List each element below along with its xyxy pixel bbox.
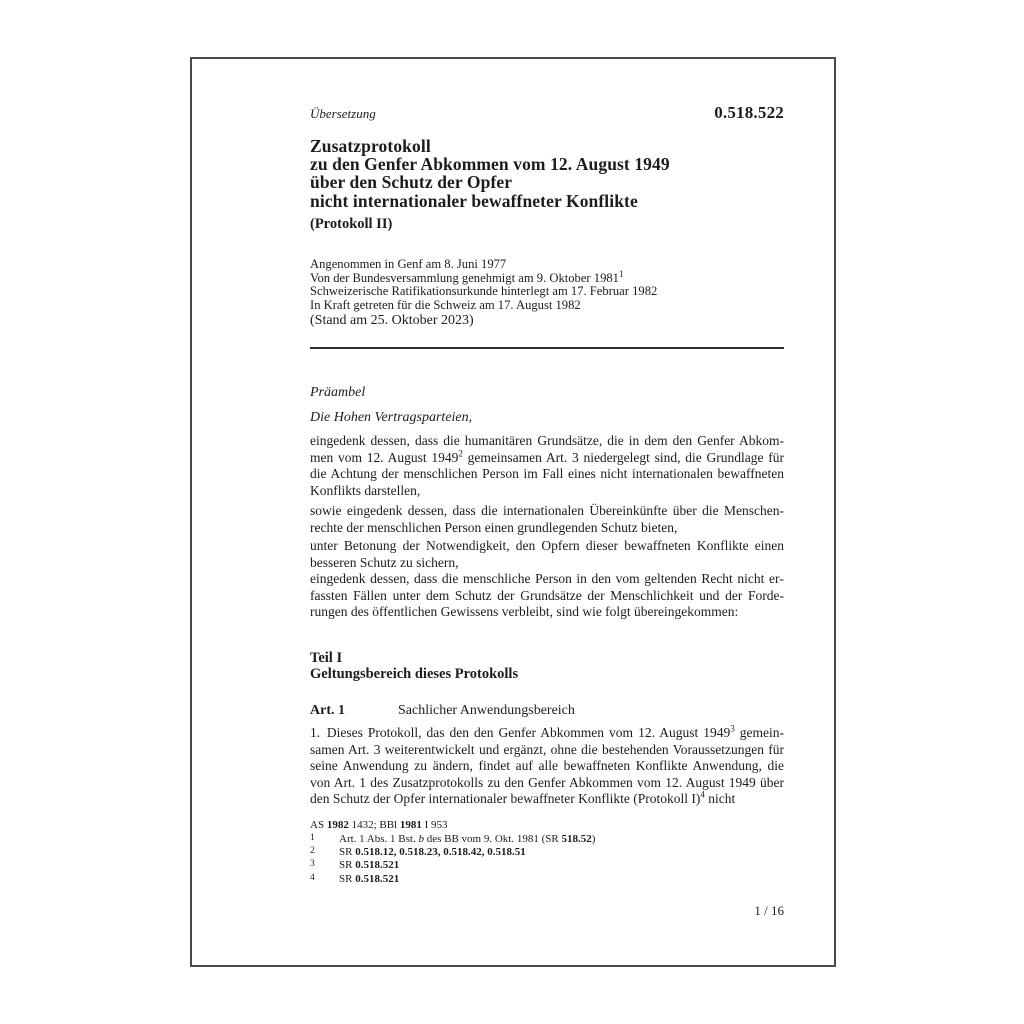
document-subtitle: (Protokoll II) <box>310 216 393 232</box>
footnote-item-3 <box>310 859 784 872</box>
footnote-text: Art. 1 Abs. 1 Bst. b des BB vom 9. Okt. 1981 (SR 518.52) <box>339 833 596 845</box>
doc-number: 0.518.522 <box>714 103 784 122</box>
preamble-paragraph-2: sowie eingedenk dessen, dass die internationalen Übereinkünfte über die Menschenrechte der menschlichen Person einen grundlegenden Schutz bieten, <box>310 503 784 535</box>
page-header <box>310 103 784 123</box>
footnote-ref-3: 3 <box>730 723 735 734</box>
document-title <box>310 137 784 210</box>
footnote-ref-4: 4 <box>700 789 705 800</box>
preamble-paragraph-4: eingedenk dessen, dass die menschliche Person in den vom geltenden Recht nicht erfassten Fällen unter dem Schutz der Grundsätze der Menschlichkeit und der Forderungen des öffentlichen Gewissens verbleibt, sind wie folgt übereingekommen: <box>310 571 784 620</box>
article-paragraph-1: 1. Dieses Protokoll, das den den Genfer Abkommen vom 12. August 1949$^3$ gemeinsamen Art. 3 weiterentwickelt und ergänzt, ohne die bestehenden Voraussetzungen für seine Anwendung zu ändern, findet auf alle bewaffneten Konflikte Anwendung, die von Art. 1 des Zusatzprotokolls zu den Genfer Abkommen vom 12. August 1949 über den Schutz der Opfer internationaler bewaffneter Konflikte (Protokoll I)$^4$ nicht <box>310 723 784 807</box>
footnote-item-4 <box>310 873 784 886</box>
footnote-number: 4 <box>310 872 315 883</box>
footnote-text: SR 0.518.12, 0.518.23, 0.518.42, 0.518.51 <box>339 846 526 859</box>
page-content <box>310 59 784 965</box>
footnote-reference-line: AS 1982 1432; BBl 1981 I 953 <box>310 819 448 831</box>
status-line: (Stand am 25. Oktober 2023) <box>310 313 474 328</box>
parties-line: Die Hohen Vertragsparteien, <box>310 410 473 425</box>
page-number: 1 / 16 <box>754 903 784 918</box>
title-line-4: nicht internationaler bewaffneter Konflikte <box>310 190 638 211</box>
adoption-line-3: Schweizerische Ratifikationsurkunde hinterlegt am 17. Februar 1982 <box>310 284 658 298</box>
footnote-number: 3 <box>310 859 315 870</box>
footnote-text: SR 0.518.521 <box>339 872 400 885</box>
footnote-item-1 <box>310 833 784 846</box>
title-line-1: Zusatzprotokoll <box>310 136 431 156</box>
article-title: Sachlicher Anwendungsbereich <box>398 703 575 718</box>
footnote-number: 1 <box>310 833 315 843</box>
preamble-heading: Präambel <box>310 385 366 400</box>
adoption-dates <box>310 258 784 312</box>
part-heading <box>310 650 784 682</box>
translation-label: Übersetzung <box>310 106 376 121</box>
article-label: Art. 1 <box>310 703 345 718</box>
part-heading-line-2: Geltungsbereich dieses Protokolls <box>310 666 519 683</box>
adoption-line-2: Von der Bundesversammlung genehmigt am 9. Oktober 1981$^1$ <box>310 268 624 285</box>
part-heading-line-1: Teil I <box>310 650 343 666</box>
footnote-item-2 <box>310 846 784 859</box>
adoption-line-1: Angenommen in Genf am 8. Juni 1977 <box>310 257 507 271</box>
title-line-3: über den Schutz der Opfer <box>310 172 513 193</box>
article-heading <box>310 703 784 719</box>
preamble-paragraph-3: unter Betonung der Notwendigkeit, den Opfern dieser bewaffneten Konflikte einen besseren Schutz zu sichern, <box>310 538 784 570</box>
header-divider <box>310 347 784 349</box>
adoption-line-4: In Kraft getreten für die Schweiz am 17. August 1982 <box>310 297 581 312</box>
footnote-text: SR 0.518.521 <box>339 859 400 872</box>
footnote-number: 2 <box>310 846 315 857</box>
footnote-ref-2: 2 <box>458 448 463 459</box>
preamble-paragraph-1: eingedenk dessen, dass die humanitären Grundsätze, die in dem den Genfer Abkommen vom 12. August 1949$^2$ gemeinsamen Art. 3 niedergelegt sind, die Grundlage für die Achtung der menschlichen Person im Fall eines nicht internationalen bewaffneten Konflikts darstellen, <box>310 433 784 498</box>
document-page <box>190 57 836 967</box>
title-line-2: zu den Genfer Abkommen vom 12. August 1949 <box>310 154 670 175</box>
footnote-ref-1: 1 <box>618 268 624 279</box>
footnote-list <box>310 833 784 886</box>
